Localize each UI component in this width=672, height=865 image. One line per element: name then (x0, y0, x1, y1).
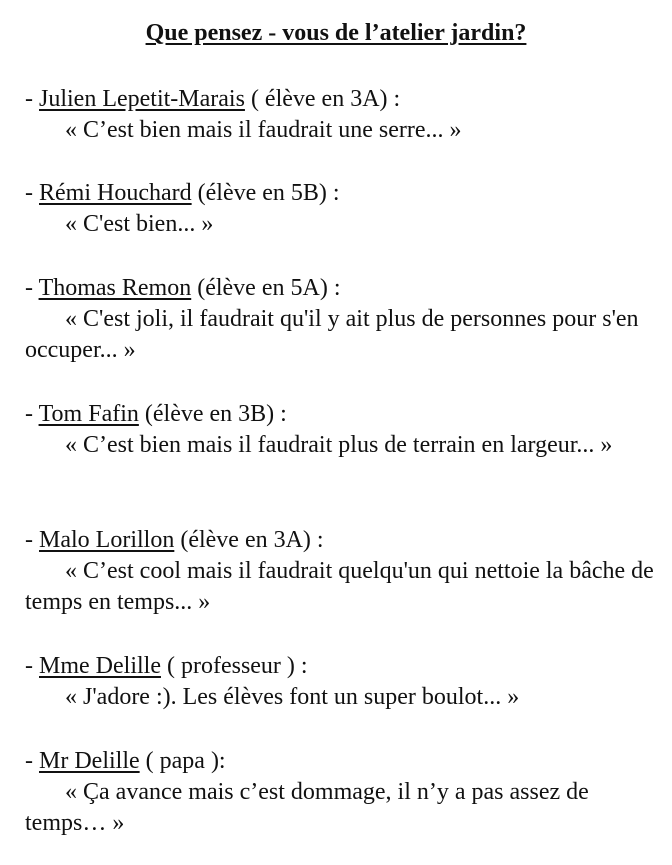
speaker-role: (élève en 3B) : (138, 401, 287, 427)
comment-entry (25, 178, 655, 240)
speaker-line: - Mr Delille ( papa ): (25, 748, 226, 774)
comment-entry (25, 651, 655, 713)
speaker-role: (élève en 3A) : (174, 527, 324, 553)
speaker-line: - Thomas Remon (élève en 5A) : (25, 275, 341, 301)
comment-quote: « Ça avance mais c’est dommage, il n’y a pas assez de temps… » (25, 779, 589, 836)
speaker-role: ( papa ): (139, 748, 226, 774)
speaker-name: Tom Fafin (38, 401, 139, 427)
speaker-role: (élève en 5B) : (191, 180, 340, 206)
comment-entry (25, 84, 655, 146)
comment-quote: « C’est cool mais il faudrait quelqu'un qui nettoie la bâche de temps en temps... » (25, 558, 654, 615)
speaker-name: Julien Lepetit-Marais (39, 86, 245, 112)
comment-entry (25, 525, 655, 618)
speaker-line: - Malo Lorillon (élève en 3A) : (25, 527, 324, 553)
speaker-name: Thomas Remon (38, 275, 192, 301)
speaker-name: Mme Delille (39, 653, 161, 679)
speaker-name: Rémi Houchard (39, 180, 192, 206)
comment-quote: « C’est bien mais il faudrait plus de terrain en largeur... » (65, 432, 613, 458)
comment-entry (25, 273, 655, 366)
speaker-role: ( élève en 3A) : (244, 86, 401, 112)
speaker-line: - Rémi Houchard (élève en 5B) : (25, 180, 340, 206)
comment-quote: « C’est bien mais il faudrait une serre... » (65, 117, 462, 143)
speaker-line: - Mme Delille ( professeur ) : (25, 653, 308, 679)
speaker-name: Mr Delille (39, 748, 140, 774)
comment-entry (25, 399, 655, 461)
comment-quote: « C'est joli, il faudrait qu'il y ait plus de personnes pour s'en occuper... » (25, 306, 639, 363)
speaker-name: Malo Lorillon (39, 527, 175, 553)
speaker-role: (élève en 5A) : (191, 275, 341, 301)
comment-quote: « J'adore :). Les élèves font un super boulot... » (65, 684, 520, 710)
speaker-line: - Julien Lepetit-Marais ( élève en 3A) : (25, 86, 401, 112)
comment-entry (25, 746, 655, 839)
page-title: Que pensez - vous de l’atelier jardin? (145, 20, 527, 46)
speaker-line: - Tom Fafin (élève en 3B) : (25, 401, 287, 427)
comment-quote: « C'est bien... » (65, 211, 214, 237)
speaker-role: ( professeur ) : (160, 653, 308, 679)
